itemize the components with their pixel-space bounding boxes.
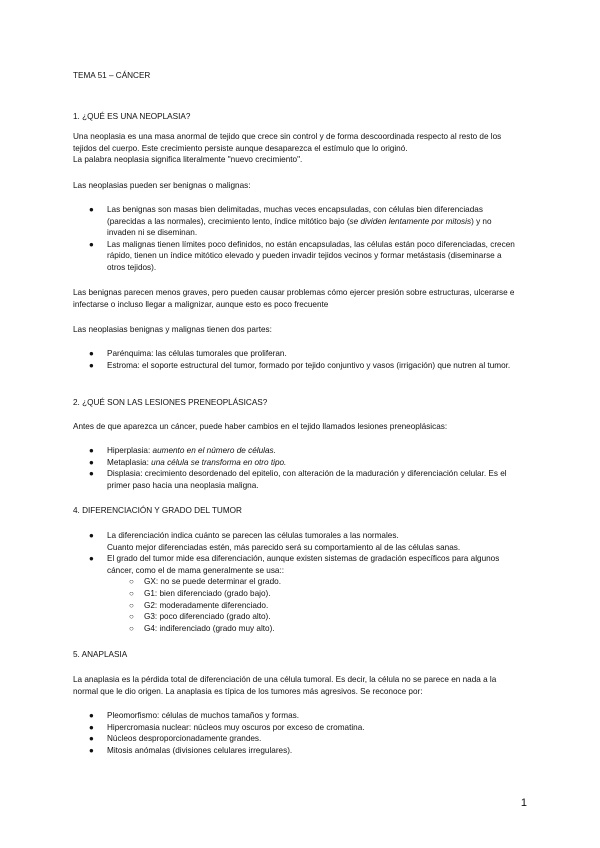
circle-bullet-icon: ○ xyxy=(129,623,134,633)
list-item-text-continued: Cuanto mejor diferenciadas estén, más parecido será su comportamiento al de las células sanas. xyxy=(107,542,461,552)
list-item xyxy=(73,553,521,634)
section-4-heading: 4. DIFERENCIACIÓN Y GRADO DEL TUMOR xyxy=(73,506,242,515)
grade-item xyxy=(73,576,521,588)
list-item-text: Pleomorfismo: células de muchos tamaños y formas. xyxy=(107,711,300,720)
list-item xyxy=(73,468,521,491)
section-2-list xyxy=(73,445,521,491)
bullet-icon: ● xyxy=(89,554,94,564)
list-item-text: Estroma: el soporte estructural del tumor, formado por tejido conjuntivo y vasos (irrigación) que nutren al tumor. xyxy=(107,360,511,370)
list-item-text: El grado del tumor mide esa diferenciación, aunque existen sistemas de gradación específicos para algunos cáncer, como el de mama generalmente se usa:: xyxy=(107,554,500,575)
section-5-list xyxy=(73,710,521,756)
bullet-icon: ● xyxy=(89,446,94,455)
section-4-list xyxy=(73,530,521,634)
grade-sublist xyxy=(73,576,521,634)
circle-bullet-icon: ○ xyxy=(129,577,134,587)
list-item-text: Mitosis anómalas (divisiones celulares irregulares). xyxy=(107,745,293,755)
list-item-text: Núcleos desproporcionadamente grandes. xyxy=(107,734,262,744)
list-item-text: Hipercromasia nuclear: núcleos muy oscuros por exceso de cromatina. xyxy=(107,722,365,732)
section-1-paragraph-1-text: Una neoplasia es una masa anormal de tejido que crece sin control y de forma descoordinada respecto al resto de los tejidos del cuerpo. Este crecimiento persiste aunque desaparezca el estímulo que lo originó. xyxy=(73,132,502,153)
grade-text: G4: indiferenciado (grado muy alto). xyxy=(144,623,275,633)
list-item xyxy=(73,360,521,372)
section-5-paragraph-1: La anaplasia es la pérdida total de diferenciación de una célula tumoral. Es decir, la célula no se parece en nada a la normal que le dio origen. La anaplasia es típica de los tumores más agresivos. Se reconoce por: xyxy=(73,675,497,696)
list-item-text: Metaplasia: xyxy=(107,457,152,467)
list-item-text: Displasia: crecimiento desordenado del epitelio, con alteración de la maduración y diferenciación celular. Es el primer paso hacia una neoplasia maligna. xyxy=(107,469,507,490)
section-5-heading: 5. ANAPLASIA xyxy=(73,650,128,659)
list-item xyxy=(73,457,521,469)
list-item xyxy=(73,745,521,757)
bullet-icon: ● xyxy=(89,360,94,370)
grade-item xyxy=(73,600,521,612)
list-item xyxy=(73,530,521,553)
section-1-paragraph-4: Las neoplasias benignas y malignas tienen dos partes: xyxy=(73,325,272,334)
list-item-text-end: ) y no invaden ni se diseminan. xyxy=(107,216,492,238)
bullet-icon: ● xyxy=(89,239,94,249)
list-item xyxy=(73,239,521,274)
list-item-emphasis: aumento en el número de células. xyxy=(152,446,276,455)
list-item-text: Parénquima: las células tumorales que proliferan. xyxy=(107,349,287,358)
section-1-paragraph-1b-text: La palabra neoplasia significa literalmente "nuevo crecimiento". xyxy=(73,155,303,165)
list-item xyxy=(73,204,521,239)
grade-item xyxy=(73,623,521,635)
section-1-list-types xyxy=(73,204,521,274)
list-item xyxy=(73,445,521,457)
section-2-paragraph-1: Antes de que aparezca un cáncer, puede haber cambios en el tejido llamados lesiones preneoplásicas: xyxy=(73,422,448,431)
grade-text: G2: moderadamente diferenciado. xyxy=(144,600,269,610)
bullet-icon: ● xyxy=(89,457,94,467)
grade-text: GX: no se puede determinar el grado. xyxy=(144,577,281,587)
grade-item xyxy=(73,611,521,623)
section-1-paragraph-3: Las benignas parecen menos graves, pero pueden causar problemas cómo ejercer presión sobre estructuras, ulcerarse e infectarse o incluso llegar a malignizar, aunque esto es poco frecuente xyxy=(73,288,515,309)
list-item-text: Hiperplasia: xyxy=(107,446,153,455)
section-1-list-parts xyxy=(73,348,521,371)
page-number: 1 xyxy=(520,797,527,809)
grade-item xyxy=(73,588,521,600)
list-item xyxy=(73,348,521,360)
circle-bullet-icon: ○ xyxy=(129,600,134,610)
grade-text: G1: bien diferenciado (grado bajo). xyxy=(144,588,271,598)
section-1-paragraph-1 xyxy=(73,131,521,166)
list-item-emphasis: se dividen lentamente por mitosis xyxy=(349,216,472,226)
list-item-text: La diferenciación indica cuánto se parecen las células tumorales a las normales. xyxy=(107,531,399,540)
circle-bullet-icon: ○ xyxy=(129,612,134,622)
grade-text: G3: poco diferenciado (grado alto). xyxy=(144,612,271,622)
bullet-icon: ● xyxy=(89,205,94,214)
section-1-paragraph-2: Las neoplasias pueden ser benignas o malignas: xyxy=(73,181,251,190)
section-1-heading: 1. ¿QUÉ ES UNA NEOPLASIA? xyxy=(73,112,191,121)
list-item xyxy=(73,722,521,734)
list-item-emphasis: una célula se transforma en otro tipo. xyxy=(151,457,287,467)
bullet-icon: ● xyxy=(89,711,94,720)
list-item xyxy=(73,733,521,745)
bullet-icon: ● xyxy=(89,734,94,744)
section-2-heading: 2. ¿QUÉ SON LAS LESIONES PRENEOPLÁSICAS? xyxy=(73,398,268,407)
list-item-text: Las benignas son masas bien delimitadas, muchas veces encapsuladas, con células bien diferenciadas (parecidas a las normales), crecimiento lento, índice mitótico bajo ( xyxy=(107,205,483,226)
bullet-icon: ● xyxy=(89,349,94,358)
list-item-text: Las malignas tienen límites poco definidos, no están encapsuladas, las células están poco diferenciadas, crecen rápido, tienen un índice mitótico elevado y pueden invadir tejidos vecinos y formar metástasis (diseminarse a otros tejidos). xyxy=(107,239,515,272)
bullet-icon: ● xyxy=(89,531,94,540)
bullet-icon: ● xyxy=(89,469,94,479)
circle-bullet-icon: ○ xyxy=(129,588,134,598)
bullet-icon: ● xyxy=(89,745,94,755)
page-title: TEMA 51 – CÁNCER xyxy=(73,71,151,80)
list-item xyxy=(73,710,521,722)
bullet-icon: ● xyxy=(89,722,94,732)
